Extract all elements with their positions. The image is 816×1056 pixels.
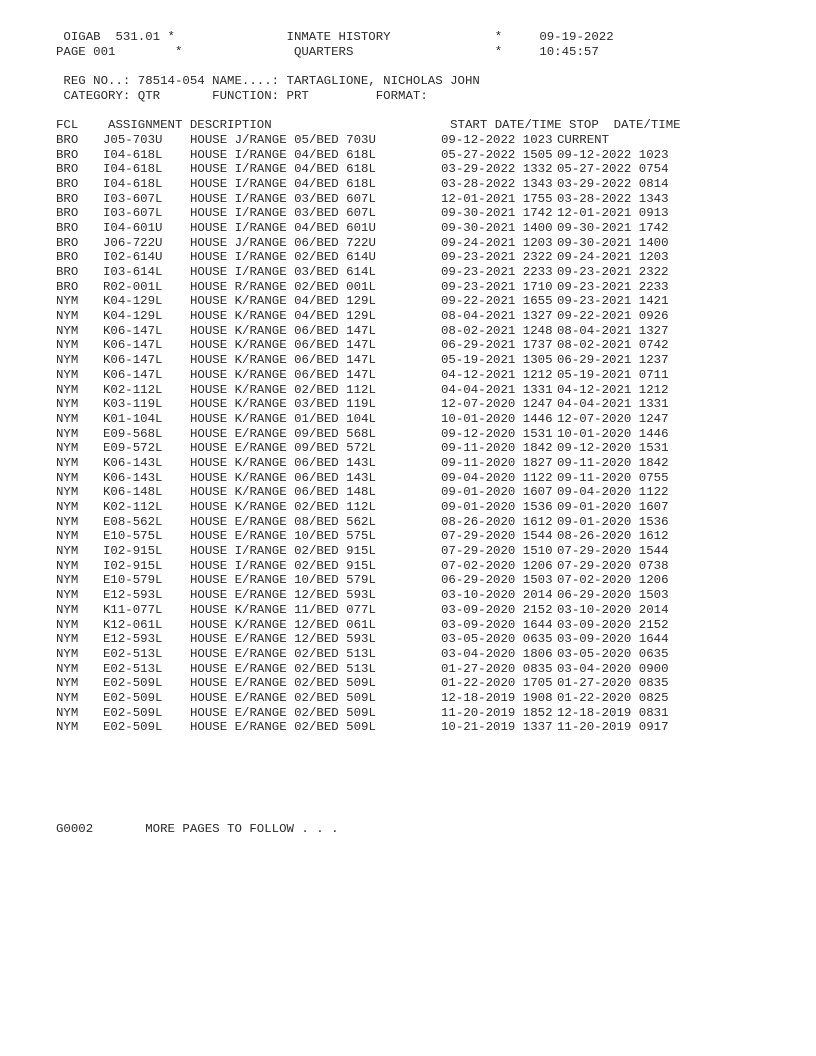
facility-cell: NYM xyxy=(56,690,79,705)
start-datetime-cell: 03-09-2020 2152 xyxy=(441,602,553,617)
assignment-cell: I03-614L xyxy=(103,265,163,279)
table-row xyxy=(56,427,776,442)
assignment-cell: E10-579L xyxy=(103,573,163,588)
stop-datetime-cell: 06-29-2021 1237 xyxy=(557,353,669,368)
facility-cell: BRO xyxy=(56,220,79,235)
register-info-line: REG NO..: 78514-054 NAME....: TARTAGLIONE, NICHOLAS JOHN xyxy=(56,74,480,89)
start-datetime-cell: 10-21-2019 1337 xyxy=(441,720,553,735)
stop-datetime-cell: 09-01-2020 1536 xyxy=(557,514,669,529)
description-cell: HOUSE E/RANGE 09/BED 572L xyxy=(190,441,376,456)
facility-cell: NYM xyxy=(56,441,79,456)
start-datetime-cell: 09-23-2021 2233 xyxy=(441,265,553,279)
table-row xyxy=(56,662,776,677)
facility-cell: BRO xyxy=(56,132,79,147)
assignment-cell: K04-129L xyxy=(103,294,163,309)
facility-cell: NYM xyxy=(56,676,79,691)
stop-datetime-cell: 09-12-2022 1023 xyxy=(557,147,669,162)
assignment-cell: E12-593L xyxy=(103,588,163,603)
stop-datetime-cell: 12-01-2021 0913 xyxy=(557,206,669,221)
description-cell: HOUSE K/RANGE 04/BED 129L xyxy=(190,294,376,309)
table-row xyxy=(56,280,776,295)
description-cell: HOUSE E/RANGE 09/BED 568L xyxy=(190,426,376,441)
facility-cell: NYM xyxy=(56,426,79,441)
assignment-cell: E09-568L xyxy=(103,426,163,441)
start-datetime-cell: 09-01-2020 1607 xyxy=(441,485,553,500)
table-row xyxy=(56,177,776,192)
start-datetime-cell: 03-05-2020 0635 xyxy=(441,632,553,647)
table-row xyxy=(56,206,776,221)
description-cell: HOUSE I/RANGE 04/BED 601U xyxy=(190,220,376,235)
table-row xyxy=(56,603,776,618)
description-cell: HOUSE K/RANGE 03/BED 119L xyxy=(190,397,376,412)
assignment-cell: I02-915L xyxy=(103,558,163,573)
footer-message: G0002 MORE PAGES TO FOLLOW . . . xyxy=(56,822,339,836)
stop-datetime-cell: 09-23-2021 1421 xyxy=(557,294,669,309)
table-row xyxy=(56,353,776,368)
stop-datetime-cell: 01-27-2020 0835 xyxy=(557,676,669,691)
stop-datetime-cell: 07-29-2020 0738 xyxy=(557,558,669,573)
stop-datetime-cell: 09-04-2020 1122 xyxy=(557,485,669,500)
start-datetime-cell: 01-27-2020 0835 xyxy=(441,661,553,676)
start-datetime-cell: 09-12-2022 1023 xyxy=(441,132,553,147)
table-row xyxy=(56,412,776,427)
stop-datetime-cell: 05-27-2022 0754 xyxy=(557,162,669,177)
facility-cell: NYM xyxy=(56,294,79,309)
assignment-cell: K04-129L xyxy=(103,309,163,324)
spacer xyxy=(56,59,776,74)
stop-datetime-cell: 07-29-2020 1544 xyxy=(557,544,669,559)
description-cell: HOUSE K/RANGE 06/BED 147L xyxy=(190,323,376,338)
assignment-cell: I03-607L xyxy=(103,206,163,221)
start-datetime-cell: 01-22-2020 1705 xyxy=(441,676,553,691)
start-datetime-cell: 05-27-2022 1505 xyxy=(441,147,553,162)
table-row xyxy=(56,148,776,163)
facility-cell: NYM xyxy=(56,309,79,324)
stop-datetime-cell: 08-02-2021 0742 xyxy=(557,338,669,353)
facility-cell: NYM xyxy=(56,485,79,500)
stop-datetime-cell: 08-04-2021 1327 xyxy=(557,323,669,338)
stop-datetime-cell: 03-10-2020 2014 xyxy=(557,602,669,617)
facility-cell: NYM xyxy=(56,514,79,529)
table-row xyxy=(56,133,776,148)
stop-datetime-cell: 06-29-2020 1503 xyxy=(557,588,669,603)
assignment-cell: K03-119L xyxy=(103,397,163,412)
description-cell: HOUSE E/RANGE 02/BED 509L xyxy=(190,705,376,720)
facility-cell: NYM xyxy=(56,558,79,573)
facility-cell: NYM xyxy=(56,544,79,559)
table-row xyxy=(56,162,776,177)
description-cell: HOUSE K/RANGE 06/BED 143L xyxy=(190,455,376,470)
start-datetime-cell: 08-04-2021 1327 xyxy=(441,309,553,324)
stop-datetime-cell: 09-24-2021 1203 xyxy=(557,250,669,265)
stop-datetime-cell: 05-19-2021 0711 xyxy=(557,367,669,382)
start-datetime-cell: 09-11-2020 1827 xyxy=(441,455,553,470)
description-cell: HOUSE E/RANGE 08/BED 562L xyxy=(190,514,376,529)
description-cell: HOUSE K/RANGE 06/BED 148L xyxy=(190,485,376,500)
assignment-cell: K06-147L xyxy=(103,367,163,382)
stop-datetime-cell: 03-04-2020 0900 xyxy=(557,661,669,676)
start-datetime-cell: 08-26-2020 1612 xyxy=(441,514,553,529)
start-datetime-cell: 12-18-2019 1908 xyxy=(441,690,553,705)
table-row xyxy=(56,618,776,633)
spacer xyxy=(56,103,776,118)
assignment-cell: I03-607L xyxy=(103,191,163,206)
assignment-cell: J06-722U xyxy=(103,235,163,250)
description-cell: HOUSE K/RANGE 06/BED 147L xyxy=(190,353,376,368)
assignment-cell: K06-148L xyxy=(103,485,163,500)
assignment-cell: I04-601U xyxy=(103,220,163,235)
facility-cell: NYM xyxy=(56,323,79,338)
start-datetime-cell: 07-02-2020 1206 xyxy=(441,558,553,573)
description-cell: HOUSE I/RANGE 04/BED 618L xyxy=(190,162,376,177)
facility-cell: NYM xyxy=(56,705,79,720)
stop-datetime-cell: 09-23-2021 2322 xyxy=(557,265,669,279)
table-header: FCL ASSIGNMENT DESCRIPTION START DATE/TIME STOP DATE/TIME xyxy=(56,118,681,133)
start-datetime-cell: 03-28-2022 1343 xyxy=(441,176,553,191)
facility-cell: NYM xyxy=(56,338,79,353)
stop-datetime-cell: 09-23-2021 2233 xyxy=(557,279,669,294)
start-datetime-cell: 06-29-2020 1503 xyxy=(441,573,553,588)
stop-datetime-cell: 08-26-2020 1612 xyxy=(557,529,669,544)
description-cell: HOUSE E/RANGE 12/BED 593L xyxy=(190,588,376,603)
assignment-cell: K06-143L xyxy=(103,470,163,485)
stop-datetime-cell: 04-12-2021 1212 xyxy=(557,382,669,397)
start-datetime-cell: 03-29-2022 1332 xyxy=(441,162,553,177)
stop-datetime-cell: 03-05-2020 0635 xyxy=(557,646,669,661)
description-cell: HOUSE K/RANGE 11/BED 077L xyxy=(190,602,376,617)
description-cell: HOUSE K/RANGE 02/BED 112L xyxy=(190,500,376,514)
start-datetime-cell: 09-30-2021 1742 xyxy=(441,206,553,221)
table-row xyxy=(56,192,776,207)
table-row xyxy=(56,471,776,486)
start-datetime-cell: 12-07-2020 1247 xyxy=(441,397,553,412)
table-row xyxy=(56,250,776,265)
stop-datetime-cell: 09-01-2020 1607 xyxy=(557,500,669,514)
assignment-cell: E02-513L xyxy=(103,661,163,676)
description-cell: HOUSE K/RANGE 04/BED 129L xyxy=(190,309,376,324)
assignment-cell: E10-575L xyxy=(103,529,163,544)
start-datetime-cell: 04-04-2021 1331 xyxy=(441,382,553,397)
stop-datetime-cell: 03-29-2022 0814 xyxy=(557,176,669,191)
assignment-cell: R02-001L xyxy=(103,279,163,294)
assignment-cell: K02-112L xyxy=(103,500,163,514)
stop-datetime-cell: 12-07-2020 1247 xyxy=(557,411,669,426)
facility-cell: NYM xyxy=(56,573,79,588)
facility-cell: NYM xyxy=(56,353,79,368)
description-cell: HOUSE K/RANGE 06/BED 147L xyxy=(190,367,376,382)
stop-datetime-cell: 03-28-2022 1343 xyxy=(557,191,669,206)
stop-datetime-cell: 09-11-2020 1842 xyxy=(557,455,669,470)
table-row xyxy=(56,309,776,324)
stop-datetime-cell: 09-11-2020 0755 xyxy=(557,470,669,485)
facility-cell: NYM xyxy=(56,661,79,676)
table-row xyxy=(56,221,776,236)
start-datetime-cell: 03-10-2020 2014 xyxy=(441,588,553,603)
facility-cell: NYM xyxy=(56,470,79,485)
facility-cell: NYM xyxy=(56,382,79,397)
description-cell: HOUSE J/RANGE 06/BED 722U xyxy=(190,235,376,250)
stop-datetime-cell: 04-04-2021 1331 xyxy=(557,397,669,412)
description-cell: HOUSE E/RANGE 02/BED 509L xyxy=(190,690,376,705)
table-row xyxy=(56,515,776,530)
assignment-cell: I02-915L xyxy=(103,544,163,559)
table-row xyxy=(56,676,776,691)
table-row xyxy=(56,368,776,383)
stop-datetime-cell: CURRENT xyxy=(557,132,610,147)
facility-cell: NYM xyxy=(56,646,79,661)
table-body xyxy=(56,133,776,735)
start-datetime-cell: 03-09-2020 1644 xyxy=(441,617,553,632)
description-cell: HOUSE R/RANGE 02/BED 001L xyxy=(190,279,376,294)
assignment-cell: E02-513L xyxy=(103,646,163,661)
stop-datetime-cell: 09-22-2021 0926 xyxy=(557,309,669,324)
facility-cell: BRO xyxy=(56,279,79,294)
assignment-cell: K06-147L xyxy=(103,338,163,353)
assignment-cell: E02-509L xyxy=(103,720,163,735)
description-cell: HOUSE I/RANGE 02/BED 915L xyxy=(190,558,376,573)
description-cell: HOUSE K/RANGE 06/BED 147L xyxy=(190,338,376,353)
description-cell: HOUSE E/RANGE 12/BED 593L xyxy=(190,632,376,647)
stop-datetime-cell: 09-12-2020 1531 xyxy=(557,441,669,456)
category-function-line: CATEGORY: QTR FUNCTION: PRT FORMAT: xyxy=(56,88,428,103)
start-datetime-cell: 09-12-2020 1531 xyxy=(441,426,553,441)
assignment-cell: E02-509L xyxy=(103,676,163,691)
table-row xyxy=(56,647,776,662)
table-row xyxy=(56,485,776,500)
facility-cell: BRO xyxy=(56,235,79,250)
table-row xyxy=(56,588,776,603)
table-row xyxy=(56,529,776,544)
assignment-cell: J05-703U xyxy=(103,132,163,147)
assignment-cell: K11-077L xyxy=(103,602,163,617)
assignment-cell: K06-147L xyxy=(103,353,163,368)
stop-datetime-cell: 09-30-2021 1400 xyxy=(557,235,669,250)
facility-cell: NYM xyxy=(56,411,79,426)
start-datetime-cell: 09-04-2020 1122 xyxy=(441,470,553,485)
facility-cell: NYM xyxy=(56,720,79,735)
table-row xyxy=(56,559,776,574)
description-cell: HOUSE E/RANGE 10/BED 575L xyxy=(190,529,376,544)
report-page xyxy=(56,30,776,735)
start-datetime-cell: 09-24-2021 1203 xyxy=(441,235,553,250)
start-datetime-cell: 05-19-2021 1305 xyxy=(441,353,553,368)
facility-cell: NYM xyxy=(56,529,79,544)
start-datetime-cell: 11-20-2019 1852 xyxy=(441,705,553,720)
stop-datetime-cell: 11-20-2019 0917 xyxy=(557,720,669,735)
table-row xyxy=(56,500,776,515)
description-cell: HOUSE I/RANGE 04/BED 618L xyxy=(190,176,376,191)
assignment-cell: K12-061L xyxy=(103,617,163,632)
facility-cell: BRO xyxy=(56,147,79,162)
assignment-cell: I04-618L xyxy=(103,147,163,162)
facility-cell: NYM xyxy=(56,632,79,647)
start-datetime-cell: 09-30-2021 1400 xyxy=(441,220,553,235)
assignment-cell: K02-112L xyxy=(103,382,163,397)
start-datetime-cell: 09-01-2020 1536 xyxy=(441,500,553,514)
facility-cell: BRO xyxy=(56,176,79,191)
start-datetime-cell: 08-02-2021 1248 xyxy=(441,323,553,338)
table-row xyxy=(56,441,776,456)
table-row xyxy=(56,544,776,559)
facility-cell: BRO xyxy=(56,191,79,206)
start-datetime-cell: 12-01-2021 1755 xyxy=(441,191,553,206)
description-cell: HOUSE J/RANGE 05/BED 703U xyxy=(190,132,376,147)
table-row xyxy=(56,632,776,647)
assignment-cell: K06-143L xyxy=(103,455,163,470)
facility-cell: NYM xyxy=(56,617,79,632)
description-cell: HOUSE I/RANGE 04/BED 618L xyxy=(190,147,376,162)
description-cell: HOUSE K/RANGE 06/BED 143L xyxy=(190,470,376,485)
table-row xyxy=(56,456,776,471)
start-datetime-cell: 07-29-2020 1544 xyxy=(441,529,553,544)
stop-datetime-cell: 01-22-2020 0825 xyxy=(557,690,669,705)
start-datetime-cell: 04-12-2021 1212 xyxy=(441,367,553,382)
assignment-cell: I02-614U xyxy=(103,250,163,265)
description-cell: HOUSE I/RANGE 03/BED 607L xyxy=(190,191,376,206)
table-row xyxy=(56,265,776,280)
facility-cell: BRO xyxy=(56,265,79,279)
facility-cell: NYM xyxy=(56,588,79,603)
description-cell: HOUSE K/RANGE 02/BED 112L xyxy=(190,382,376,397)
table-row xyxy=(56,236,776,251)
table-row xyxy=(56,691,776,706)
description-cell: HOUSE K/RANGE 01/BED 104L xyxy=(190,411,376,426)
table-row xyxy=(56,573,776,588)
table-row xyxy=(56,706,776,721)
description-cell: HOUSE K/RANGE 12/BED 061L xyxy=(190,617,376,632)
facility-cell: NYM xyxy=(56,455,79,470)
table-row xyxy=(56,324,776,339)
stop-datetime-cell: 03-09-2020 1644 xyxy=(557,632,669,647)
facility-cell: BRO xyxy=(56,250,79,265)
header-line-1: OIGAB 531.01 * INMATE HISTORY * 09-19-2022 xyxy=(56,30,614,44)
description-cell: HOUSE E/RANGE 02/BED 509L xyxy=(190,676,376,691)
start-datetime-cell: 09-23-2021 2322 xyxy=(441,250,553,265)
start-datetime-cell: 10-01-2020 1446 xyxy=(441,411,553,426)
assignment-cell: I04-618L xyxy=(103,176,163,191)
start-datetime-cell: 09-23-2021 1710 xyxy=(441,279,553,294)
start-datetime-cell: 09-22-2021 1655 xyxy=(441,294,553,309)
facility-cell: NYM xyxy=(56,602,79,617)
assignment-cell: E12-593L xyxy=(103,632,163,647)
description-cell: HOUSE E/RANGE 10/BED 579L xyxy=(190,573,376,588)
facility-cell: NYM xyxy=(56,397,79,412)
start-datetime-cell: 09-11-2020 1842 xyxy=(441,441,553,456)
description-cell: HOUSE E/RANGE 02/BED 509L xyxy=(190,720,376,735)
assignment-cell: K01-104L xyxy=(103,411,163,426)
description-cell: HOUSE I/RANGE 02/BED 614U xyxy=(190,250,376,265)
start-datetime-cell: 06-29-2021 1737 xyxy=(441,338,553,353)
stop-datetime-cell: 09-30-2021 1742 xyxy=(557,220,669,235)
table-row xyxy=(56,338,776,353)
assignment-cell: E08-562L xyxy=(103,514,163,529)
facility-cell: NYM xyxy=(56,367,79,382)
table-row xyxy=(56,294,776,309)
description-cell: HOUSE I/RANGE 03/BED 614L xyxy=(190,265,376,279)
description-cell: HOUSE I/RANGE 03/BED 607L xyxy=(190,206,376,221)
description-cell: HOUSE I/RANGE 02/BED 915L xyxy=(190,544,376,559)
facility-cell: NYM xyxy=(56,500,79,514)
description-cell: HOUSE E/RANGE 02/BED 513L xyxy=(190,646,376,661)
start-datetime-cell: 03-04-2020 1806 xyxy=(441,646,553,661)
table-row xyxy=(56,383,776,398)
stop-datetime-cell: 03-09-2020 2152 xyxy=(557,617,669,632)
table-row xyxy=(56,720,776,735)
stop-datetime-cell: 07-02-2020 1206 xyxy=(557,573,669,588)
facility-cell: BRO xyxy=(56,206,79,221)
start-datetime-cell: 07-29-2020 1510 xyxy=(441,544,553,559)
assignment-cell: E02-509L xyxy=(103,705,163,720)
stop-datetime-cell: 10-01-2020 1446 xyxy=(557,426,669,441)
assignment-cell: E02-509L xyxy=(103,690,163,705)
assignment-cell: I04-618L xyxy=(103,162,163,177)
assignment-cell: E09-572L xyxy=(103,441,163,456)
description-cell: HOUSE E/RANGE 02/BED 513L xyxy=(190,661,376,676)
stop-datetime-cell: 12-18-2019 0831 xyxy=(557,705,669,720)
table-row xyxy=(56,397,776,412)
header-line-2: PAGE 001 * QUARTERS * 10:45:57 xyxy=(56,44,599,59)
assignment-cell: K06-147L xyxy=(103,323,163,338)
facility-cell: BRO xyxy=(56,162,79,177)
